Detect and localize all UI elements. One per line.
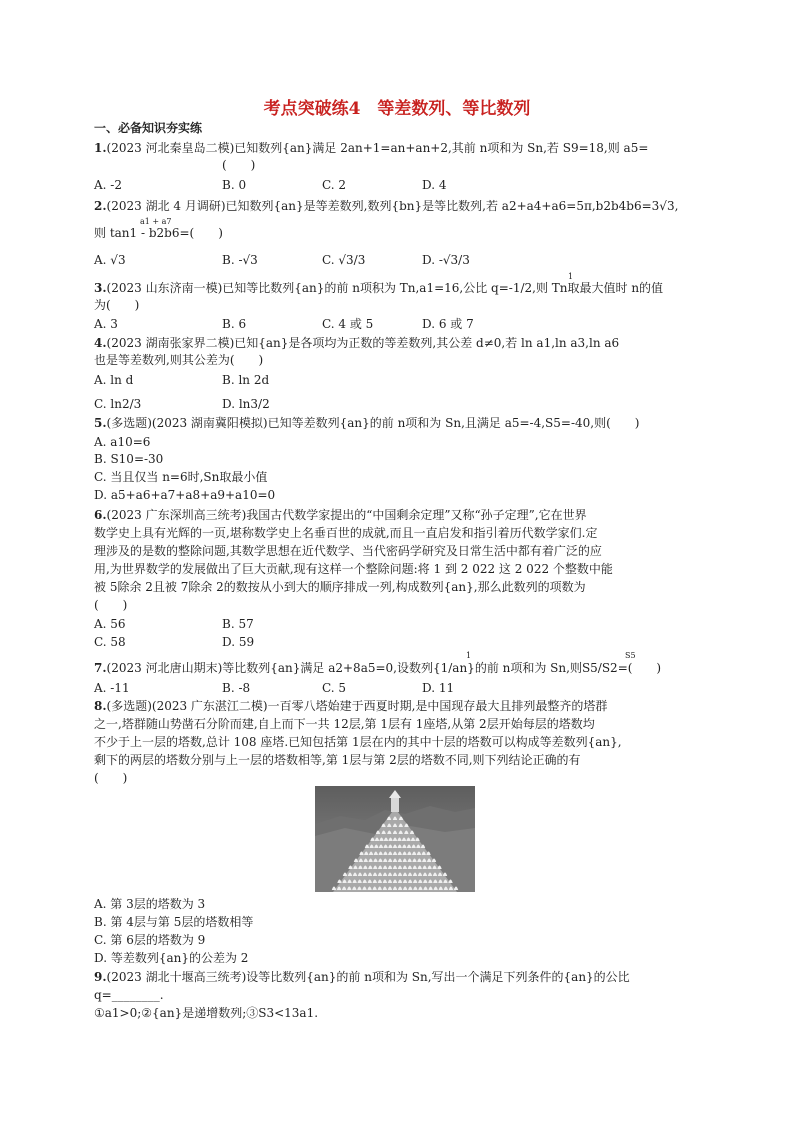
answer-blank: ( ): [222, 158, 256, 172]
question-text-line: 理涉及的是数的整除问题,其数学思想在近代数学、当代密码学研究及日常生活中都有着广泛的应: [94, 544, 602, 558]
answer-blank: ( ): [94, 598, 128, 612]
question-5: [94, 416, 639, 431]
question-number: 9.: [94, 970, 107, 984]
question-number: 6.: [94, 508, 107, 522]
fraction-numerator: 1: [568, 272, 574, 281]
question-conditions: ①a1>0;②{an}是递增数列;③S3<13a1.: [94, 1006, 319, 1020]
page-title: 考点突破练4 等差数列、等比数列: [263, 99, 531, 119]
option-c: C. 当且仅当 n=6时,Sn取最小值: [94, 470, 268, 484]
section-heading: 一、必备知识夯实练: [94, 121, 203, 135]
question-text-line2: 也是等差数列,则其公差为( ): [94, 353, 264, 367]
question-text: (多选题)(2023 广东湛江二模)一百零八塔始建于西夏时期,是中国现存最大且排列最整齐的塔群: [106, 699, 608, 713]
question-text: (2023 湖北十堰高三统考)设等比数列{an}的前 n项和为 Sn,写出一个满足下列条件的{an}的公比: [106, 970, 630, 984]
option-b: B. 0: [222, 178, 247, 192]
question-text: (2023 河北秦皇岛二模)已知数列{an}满足 2an+1=an+an+2,其前 n项和为 Sn,若 S9=18,则 a5=: [106, 141, 649, 155]
question-text-line: 用,为世界数学的发展做出了巨大贡献,现有这样一个整除问题:将 1 到 2 022 这 2 022 个整数中能: [94, 562, 613, 576]
question-number: 7.: [94, 661, 107, 675]
question-number: 1.: [94, 141, 107, 155]
question-text-line: 之一,塔群随山势凿石分阶而建,自上而下一共 12层,第 1层有 1座塔,从第 2层开始每层的塔数均: [94, 717, 595, 731]
option-d: D. -√3/3: [422, 253, 470, 267]
option-b: B. 6: [222, 317, 247, 331]
question-text-line: 被 5除余 2且被 7除余 2的数按从小到大的顺序排成一列,构成数列{an},那么此数列的项数为: [94, 580, 586, 594]
question-text: (多选题)(2023 湖南冀阳模拟)已知等差数列{an}的前 n项和为 Sn,且满足 a5=-4,S5=-40,则( ): [106, 416, 640, 430]
question-number: 8.: [94, 699, 107, 713]
option-d: D. 等差数列{an}的公差为 2: [94, 951, 249, 965]
question-7: [94, 661, 661, 676]
option-a: A. -11: [94, 681, 130, 695]
question-text-line2: 则 tan1 - b2b6=( ): [94, 226, 223, 240]
option-c: C. 5: [322, 681, 347, 695]
question-text: (2023 山东济南一模)已知等比数列{an}的前 n项积为 Tn,a1=16,公比 q=-1/2,则 Tn取最大值时 n的值: [106, 281, 664, 295]
fraction-numerator: a1 + a7: [140, 217, 172, 226]
option-b: B. 第 4层与第 5层的塔数相等: [94, 915, 254, 929]
option-d: D. 59: [222, 635, 255, 649]
option-a: A. 56: [94, 617, 126, 631]
option-b: B. S10=-30: [94, 452, 164, 466]
question-3: [94, 281, 663, 296]
option-c: C. 2: [322, 178, 347, 192]
question-2: [94, 199, 678, 214]
question-number: 2.: [94, 199, 107, 213]
question-text: (2023 湖北 4 月调研)已知数列{an}是等差数列,数列{bn}是等比数列,若 a2+a4+a6=5π,b2b4b6=3√3,: [106, 199, 679, 213]
question-6: [94, 508, 587, 523]
option-b: B. 57: [222, 617, 254, 631]
option-d: D. 4: [422, 178, 447, 192]
question-text: (2023 广东深圳高三统考)我国古代数学家提出的“中国剩余定理”又称“孙子定理”,它在世界: [106, 508, 587, 522]
option-c: C. 第 6层的塔数为 9: [94, 933, 206, 947]
option-b: B. ln 2d: [222, 373, 270, 387]
option-a: A. ln d: [94, 373, 134, 387]
option-d: D. ln3/2: [222, 397, 270, 411]
question-text: (2023 湖南张家界二模)已知{an}是各项均为正数的等差数列,其公差 d≠0,若 ln a1,ln a3,ln a6: [106, 336, 620, 350]
question-number: 4.: [94, 336, 107, 350]
option-c: C. 4 或 5: [322, 317, 374, 331]
question-text-line2: 为( ): [94, 298, 140, 312]
answer-blank: q=________.: [94, 988, 164, 1002]
question-text-line: 不少于上一层的塔数,总计 108 座塔.已知包括第 1层在内的其中十层的塔数可以构成等差数列{an},: [94, 735, 622, 749]
option-a: A. 第 3层的塔数为 3: [94, 897, 206, 911]
fraction-numerator: S5: [625, 651, 636, 660]
fraction-numerator: 1: [466, 651, 472, 660]
question-1: [94, 141, 648, 156]
option-d: D. a5+a6+a7+a8+a9+a10=0: [94, 488, 276, 502]
option-c: C. ln2/3: [94, 397, 142, 411]
option-c: C. √3/3: [322, 253, 366, 267]
option-a: A. √3: [94, 253, 126, 267]
question-text: (2023 河北唐山期末)等比数列{an}满足 a2+8a5=0,设数列{1/an}的前 n项和为 Sn,则S5/S2=( ): [106, 661, 662, 675]
option-d: D. 11: [422, 681, 455, 695]
option-a: A. a10=6: [94, 435, 151, 449]
question-text-line: 剩下的两层的塔数分别与上一层的塔数相等,第 1层与第 2层的塔数不同,则下列结论正确的有: [94, 753, 581, 767]
option-b: B. -√3: [222, 253, 258, 267]
option-a: A. 3: [94, 317, 118, 331]
question-4: [94, 336, 619, 351]
pagoda-illustration: [315, 786, 475, 892]
question-number: 5.: [94, 416, 107, 430]
option-b: B. -8: [222, 681, 251, 695]
option-a: A. -2: [94, 178, 122, 192]
question-text-line: 数学史上具有光辉的一页,堪称数学史上名垂百世的成就,而且一直启发和指引着历代数学家们.定: [94, 526, 598, 540]
option-c: C. 58: [94, 635, 126, 649]
question-8: [94, 699, 607, 714]
question-number: 3.: [94, 281, 107, 295]
pagoda-photo: [315, 786, 475, 892]
option-d: D. 6 或 7: [422, 317, 474, 331]
question-9: [94, 970, 630, 985]
answer-blank: ( ): [94, 771, 128, 785]
